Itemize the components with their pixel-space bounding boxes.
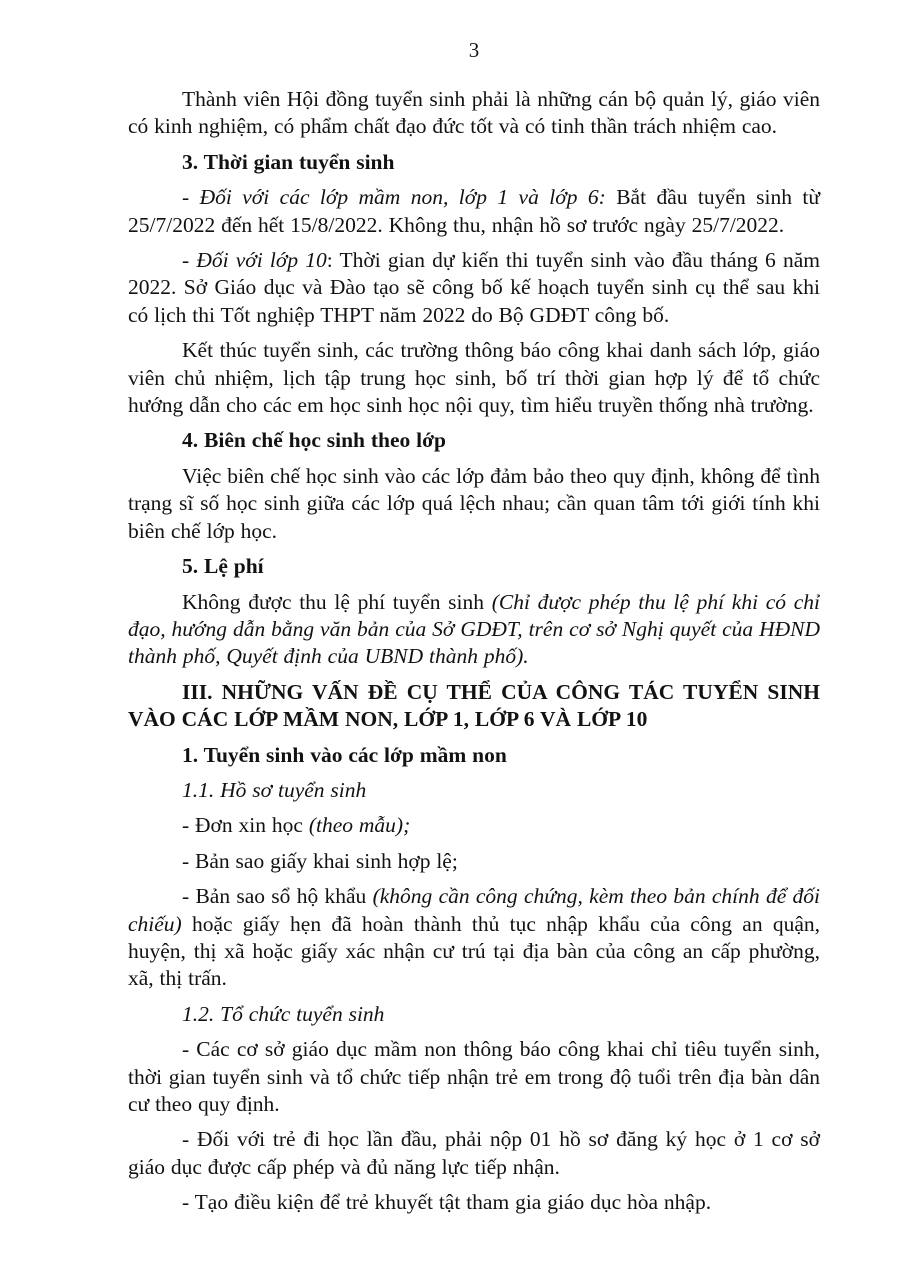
text-run: - Bản sao sổ hộ khẩu [182,884,373,909]
section-heading [128,553,820,580]
text-run: 1.2. Tổ chức tuyển sinh [182,1001,385,1026]
page-number: 3 [468,38,480,62]
text-run: (không cần công chứng, kèm theo bản chính để đối chiếu) [128,884,820,936]
section-heading [128,679,820,734]
paragraph [128,812,820,839]
text-run: - Đối với trẻ đi học lần đầu, phải nộp 01 hồ sơ đăng ký học ở 1 cơ sở giáo dục được cấp phép và đủ năng lực tiếp nhận. [128,1127,820,1179]
text-run: III. NHỮNG VẤN ĐỀ CỤ THỂ CỦA CÔNG TÁC TUYỂN SINH VÀO CÁC LỚP MẦM NON, LỚP 1, LỚP 6 VÀ LỚP 10 [128,679,820,732]
text-run: - Bản sao giấy khai sinh hợp lệ; [182,848,458,873]
text-run: - Đơn xin học [182,813,309,838]
text-run: 1. Tuyển sinh vào các lớp mầm non [182,742,507,767]
paragraph [128,463,820,545]
paragraph [128,247,820,329]
paragraph [128,1036,820,1118]
text-run: Việc biên chế học sinh vào các lớp đảm bảo theo quy định, không để tình trạng sĩ số học sinh giữa các lớp quá lệch nhau; cần quan tâm tới giới tính khi biên chế lớp học. [128,463,820,543]
section-heading [128,149,820,176]
section-heading [128,427,820,454]
paragraph [128,1126,820,1181]
text-run: Kết thúc tuyển sinh, các trường thông báo công khai danh sách lớp, giáo viên chủ nhiệm, lịch tập trung học sinh, bố trí thời gian hợp lý để tổ chức hướng dẫn cho các em học sinh học nội quy, tìm hiểu truyền thống nhà trường. [128,338,820,418]
paragraph [128,86,820,141]
text-run: 5. Lệ phí [182,554,264,579]
text-run: 3. Thời gian tuyển sinh [182,149,395,174]
text-run: hoặc giấy hẹn đã hoàn thành thủ tục nhập khẩu của công an quận, huyện, thị xã hoặc giấy xác nhận cư trú tại địa bàn của công an cấp phường, xã, thị trấn. [128,911,820,991]
text-run: Thành viên Hội đồng tuyển sinh phải là những cán bộ quản lý, giáo viên có kinh nghiệm, có phẩm chất đạo đức tốt và có tinh thần trách nhiệm cao. [128,87,820,139]
text-run: - Tạo điều kiện để trẻ khuyết tật tham gia giáo dục hòa nhập. [182,1190,712,1215]
paragraph [128,848,820,875]
text-run: - Các cơ sở giáo dục mầm non thông báo công khai chỉ tiêu tuyển sinh, thời gian tuyển sinh và tổ chức tiếp nhận trẻ em trong độ tuổi trên địa bàn dân cư theo quy định. [128,1037,820,1116]
text-run: - Đối với lớp 10 [182,248,327,273]
section-heading [128,1001,820,1028]
text-run: - Đối với các lớp mầm non, lớp 1 và lớp 6: [182,185,606,210]
paragraph [128,337,820,419]
section-heading [128,742,820,769]
paragraph [128,589,820,671]
text-run: (theo mẫu); [308,813,411,838]
document-body [128,86,820,1217]
text-run: 4. Biên chế học sinh theo lớp [182,428,446,453]
paragraph [128,184,820,239]
text-run: Bắt đầu tuyển sinh từ 25/7/2022 đến hết 15/8/2022. Không thu, nhận hồ sơ trước ngày 25/7/2022. [128,185,820,237]
paragraph [128,883,820,993]
text-run: : Thời gian dự kiến thi tuyển sinh vào đầu tháng 6 năm 2022. Sở Giáo dục và Đào tạo sẽ công bố kế hoạch tuyển sinh cụ thể sau khi có lịch thi Tốt nghiệp THPT năm 2022 do Bộ GDĐT công bố. [128,248,820,327]
text-run: Không được thu lệ phí tuyển sinh [182,589,492,614]
text-run: (Chỉ được phép thu lệ phí khi có chỉ đạo, hướng dẫn bằng văn bản của Sở GDĐT, trên cơ sở Nghị quyết của HĐND thành phố, Quyết định của UBND thành phố). [128,589,820,669]
section-heading [128,777,820,804]
text-run: 1.1. Hồ sơ tuyển sinh [182,777,367,802]
paragraph [128,1189,820,1216]
